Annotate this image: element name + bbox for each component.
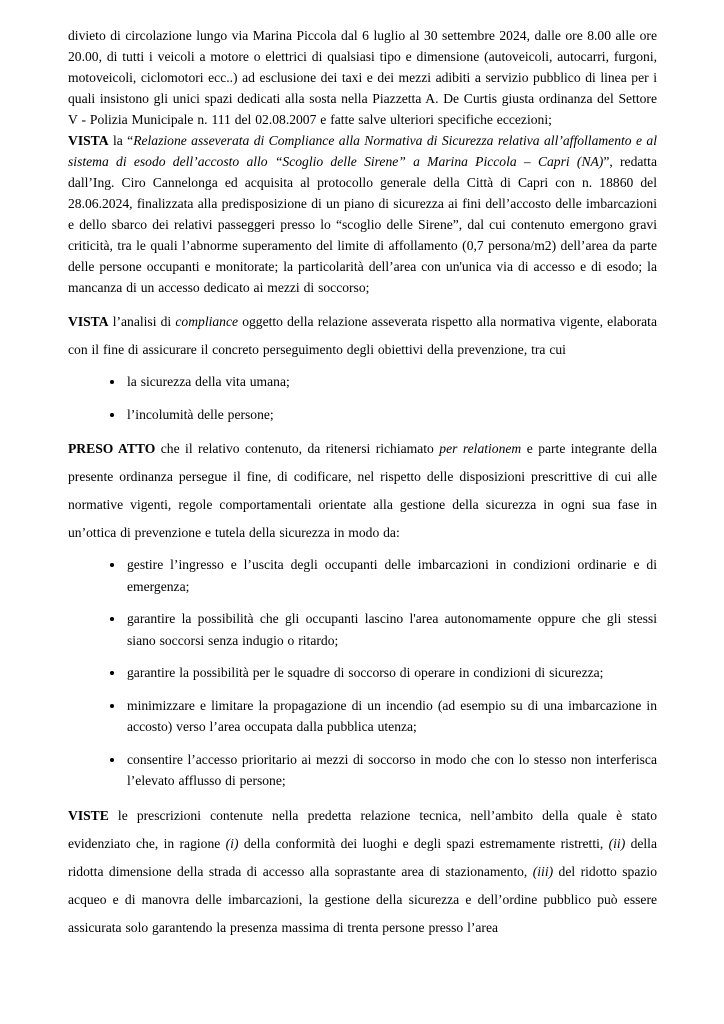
text-run: (i) <box>225 835 239 851</box>
viste-prescrizioni <box>68 802 657 942</box>
text-run: gestire l’ingresso e l’uscita degli occupanti delle imbarcazioni in condizioni ordinarie e di emergenza; <box>127 557 657 594</box>
text-run: della ridotta dimensione della strada di accesso alla soprastante area di stazionamento, <box>68 835 657 879</box>
bullet-item <box>125 371 657 393</box>
text-run: garantire la possibilità per le squadre di soccorso di operare in condizioni di sicurezza; <box>127 665 604 680</box>
text-run: l’incolumità delle persone; <box>127 406 274 422</box>
text-run: minimizzare e limitare la propagazione di un incendio (ad esempio su di una imbarcazione in accosto) verso l’area occupata dalla pubblica utenza; <box>127 697 657 734</box>
text-run: consentire l’accesso prioritario ai mezzi di soccorso in modo che con lo stesso non interferisca l’elevato afflusso di persone; <box>127 751 657 788</box>
text-run: oggetto della relazione asseverata rispetto alla normativa vigente, elaborata con il fine di assicurare il concreto perseguimento degli obiettivi della prevenzione, tra cui <box>68 314 657 357</box>
objectives-list <box>68 371 657 425</box>
text-run: Relazione asseverata di Compliance alla Normativa di Sicurezza relativa all’affollamento e al sistema di esodo dell’accosto allo “Scoglio delle Sirene” a Marina Piccola – Capri (NA) <box>68 133 657 169</box>
text-run: del ridotto spazio acqueo e di manovra delle imbarcazioni, la gestione della sicurezza e dell’ordine pubblico può essere assicurata solo garantendo la presenza massima di trenta persone presso l’area <box>68 863 657 935</box>
text-run: della conformità dei luoghi e degli spazi estremamente ristretti, <box>238 835 609 851</box>
text-run: la sicurezza della vita umana; <box>127 374 290 389</box>
text-run: compliance <box>175 314 239 329</box>
text-run: PRESO ATTO <box>68 441 156 456</box>
text-run: ”, redatta dall’Ing. Ciro Cannelonga ed acquisita al protocollo generale della Città di Capri con n. 18860 del 28.06.2024, finalizzata alla predisposizione di un piano di sicurezza ai fini dell’accosto delle imbarcazioni e dello sbarco dei relativi passeggeri presso lo “scoglio delle Sirene”, dal cui contenuto emergono gravi criticità, tra le quali l’abnorme superamento del limite di affollamento (0,7 persona/m2) dell’area da parte delle persone occupanti e monitorate; la particolarità dell’area con un'unica via di accesso e di esodo; la mancanza di un accesso dedicato ai mezzi di soccorso; <box>68 154 657 295</box>
text-run: la “ <box>108 133 134 148</box>
bullet-item <box>125 554 657 597</box>
text-run: l’analisi di <box>108 314 176 329</box>
safety-measures-list <box>68 554 657 792</box>
text-run: (iii) <box>532 863 554 879</box>
opening-clause <box>68 25 657 130</box>
bullet-item <box>125 662 657 684</box>
bullet-item <box>125 695 657 738</box>
text-run: e parte integrante della presente ordinanza persegue il fine, di codificare, nel rispetto delle disposizioni prescrittive di cui alle normative vigenti, regole comportamentali orientate alla gestione della sicurezza in ogni sua fase in un’ottica di prevenzione e tutela della sicurezza in modo da: <box>68 441 658 540</box>
text-run: VISTA <box>68 314 109 329</box>
text-run: garantire la possibilità che gli occupanti lascino l'area autonomamente oppure che gli stessi siano soccorsi senza indugio o ritardo; <box>127 611 657 648</box>
text-run: che il relativo contenuto, da ritenersi richiamato <box>155 441 440 456</box>
text-run: per relationem <box>439 441 522 456</box>
text-run: divieto di circolazione lungo via Marina Piccola dal 6 luglio al 30 settembre 2024, dalle ore 8.00 alle ore 20.00, di tutti i veicoli a motore o elettrici di qualsiasi tipo e dimensione (autoveicoli, autocarri, furgoni, motoveicoli, ciclomotori ecc..) ad esclusione dei taxi e dei mezzi adibiti a servizio pubblico di linea per i quali insistono gli unici spazi dedicati alla sosta nella Piazzetta A. De Curtis giusta ordinanza del Settore V - Polizia Municipale n. 111 del 02.08.2007 e fatte salve ulteriori specifiche eccezioni; <box>68 28 657 127</box>
preso-atto <box>68 435 657 547</box>
vista-analisi-compliance <box>68 308 657 364</box>
bullet-item <box>125 749 657 792</box>
text-run: le prescrizioni contenute nella predetta relazione tecnica, nell’ambito della quale è stato evidenziato che, in ragione <box>68 807 657 851</box>
text-run: VISTE <box>68 807 109 823</box>
text-run: VISTA <box>68 133 109 148</box>
bullet-item <box>125 404 657 426</box>
vista-relazione-asseverata <box>68 130 657 298</box>
text-run: (ii) <box>608 835 626 851</box>
bullet-item <box>125 608 657 651</box>
